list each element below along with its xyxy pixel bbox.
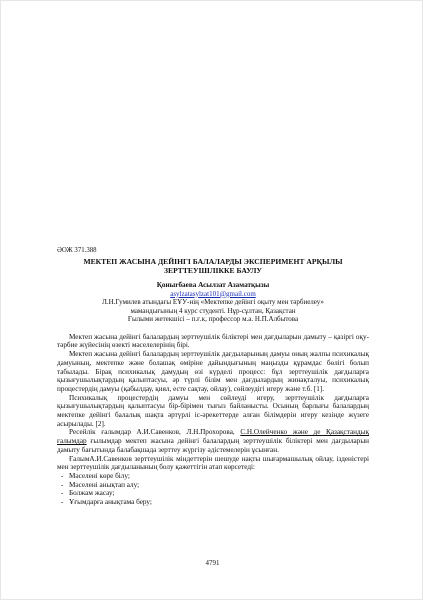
paragraph-4-end: ғылымдар мектеп жасына дейінгі балалардың зерттеушілік біліктері мен дағдыларын дамыту бағытында балабақшада зерттеу жүргізу әдістемелерін ұсынған. bbox=[57, 437, 369, 454]
supervisor-line: Ғылыми жетекшісі – п.ғ.к, профессор м.а. Н.П.Албытова bbox=[127, 315, 299, 324]
spacer bbox=[57, 324, 369, 333]
paragraph-1: Мектеп жасына дейінгі балалардың зерттеушілік біліктері мен дағдыларын дамыту – қазіргі оқу- тәрбие жүйесінің өзекті мәселелерінің бірі. bbox=[57, 332, 369, 350]
paragraph-5: ҒалымА.И.Савенков зерттеушілік міндеттерін шешуде нақты шығармашылық ойлау, ізденістері мен зерттеушілік дағдыланының болу қажеттігін атап көрсетеді: bbox=[57, 454, 369, 472]
page-content bbox=[57, 247, 369, 507]
title-line-2: ЗЕРТТЕУШІЛІККЕ БАУЛУ bbox=[164, 265, 262, 275]
affiliation-line-1: Л.Н.Гумилев атындағы ЕҰУ-нің «Мектепке дейінгі оқыту мен тәрбиелеу» bbox=[102, 298, 324, 307]
paragraph-4-start: Ресейлік ғалымдар А.И.Савенков, Л.Н.Прохорова, bbox=[69, 428, 241, 437]
title-line-1: МЕКТЕП ЖАСЫНА ДЕЙІНГІ БАЛАЛАРДЫ ЭКСПЕРИМЕНТ АРҚЫЛЫ bbox=[83, 256, 343, 266]
list-item: - Мәселені анықтап алу; bbox=[61, 480, 140, 489]
list-item: - Мәселені көре білу; bbox=[61, 471, 130, 480]
paragraph-2: Мектеп жасына дейінгі балалардың зерттеушілік дағдыларының дамуы оның жалпы психикалық дамуының, мектепке және болашақ өміріне дайындығының маңызды құрамдас бөлігі болып табылады. Бірақ психикалық дамудың өзі күрделі процесс: бұл зерттеушілік дағдыларға қызығушылықтардың қалыптасуы, әр түрлі білім мен дағдылардың жинақталуы, психикалық процестердің дамуы (қабылдау, қиял, есте сақтау, ойлау), сөйлеудігі игеру және т.б. [1]. bbox=[57, 350, 369, 393]
paragraph-4 bbox=[57, 428, 369, 454]
paragraph-4-underlined: С.Н.Олейченко және де Қазақстандық ғалымдар bbox=[57, 428, 369, 446]
affiliation bbox=[57, 298, 369, 324]
page-number: 4791 bbox=[205, 559, 220, 567]
list-item: - Болжам жасау; bbox=[61, 489, 115, 498]
author-email-link[interactable]: asylzatasylzat101@gmail.com bbox=[170, 289, 256, 298]
skills-list bbox=[57, 472, 369, 507]
paragraph-3: Психикалық процестердің дамуы мен сөйлеуді игеру, зерттеушілік дағдыларға қызығушылықтардың қалыптасуы бір-бірімен тығыз байланысты. Осының барлығы балалардың мектепке дейінгі балалық шақта әртүрлі іс-әрекеттерде алған білімдерін игеру кезінде жүзеге асырылады. [2]. bbox=[57, 393, 369, 428]
list-item: - Ұғымдарға анықтама беру; bbox=[61, 498, 152, 507]
author-name: Қоныrбаева Асылзат Азаматқызы bbox=[156, 280, 270, 289]
udc-code: ӘОЖ 371.388 bbox=[57, 247, 97, 254]
affiliation-line-2: мамандығының 4 курс студенті. Нұр-сұлтан, Қазақстан bbox=[130, 306, 296, 315]
paper-title bbox=[57, 257, 369, 275]
